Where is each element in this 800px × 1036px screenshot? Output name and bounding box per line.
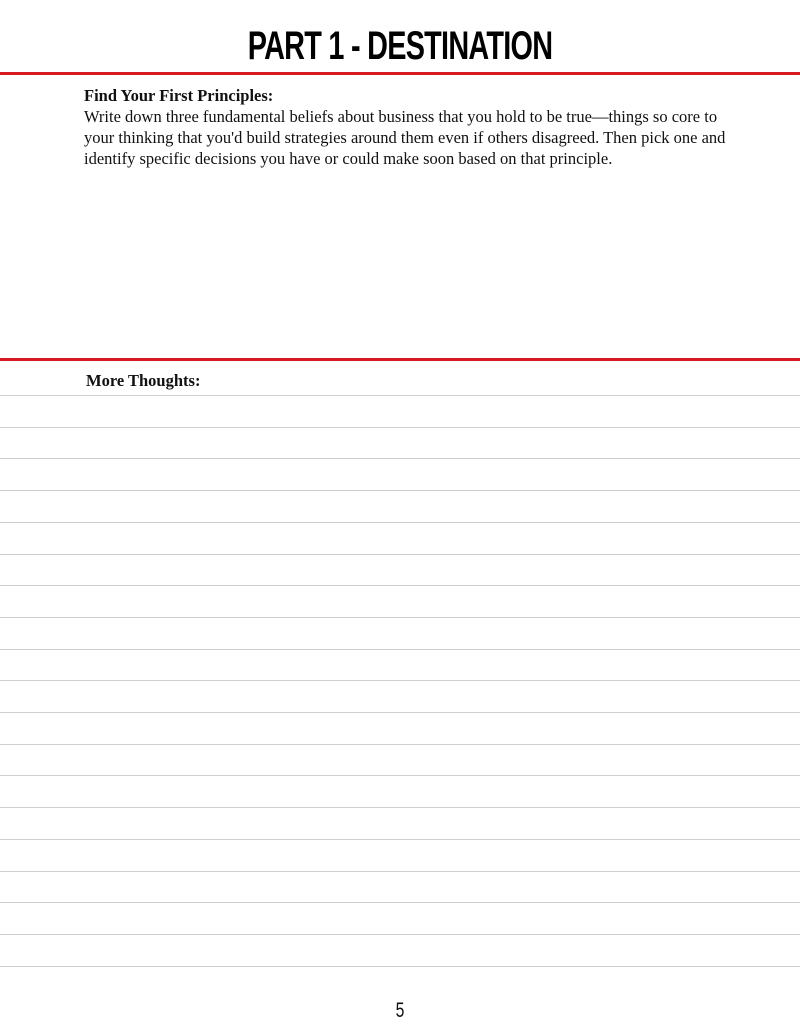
ruled-line (0, 617, 800, 618)
ruled-line (0, 902, 800, 903)
ruled-line (0, 934, 800, 935)
ruled-line (0, 839, 800, 840)
prompt-body: Write down three fundamental beliefs about business that you hold to be true—things so core to your thinking that you'd build strategies around them even if others disagreed. Then pick one and identify specific decisions you have or could make soon based on that principle. (84, 107, 726, 168)
ruled-line (0, 712, 800, 713)
ruled-line (0, 871, 800, 872)
ruled-line (0, 649, 800, 650)
ruled-line (0, 395, 800, 396)
ruled-line (0, 585, 800, 586)
ruled-line (0, 554, 800, 555)
ruled-line (0, 775, 800, 776)
page-number: 5 (395, 999, 405, 1022)
ruled-line (0, 966, 800, 967)
ruled-line (0, 427, 800, 428)
middle-divider (0, 358, 800, 361)
ruled-line (0, 744, 800, 745)
ruled-line (0, 458, 800, 459)
ruled-line (0, 807, 800, 808)
writing-area[interactable] (0, 180, 800, 350)
ruled-line (0, 522, 800, 523)
top-divider (0, 72, 800, 75)
prompt-heading: Find Your First Principles: (84, 86, 274, 105)
more-thoughts-label: More Thoughts: (86, 371, 201, 390)
ruled-line (0, 490, 800, 491)
page-title: PART 1 - DESTINATION (247, 24, 553, 68)
prompt-block (84, 85, 744, 169)
ruled-line (0, 680, 800, 681)
